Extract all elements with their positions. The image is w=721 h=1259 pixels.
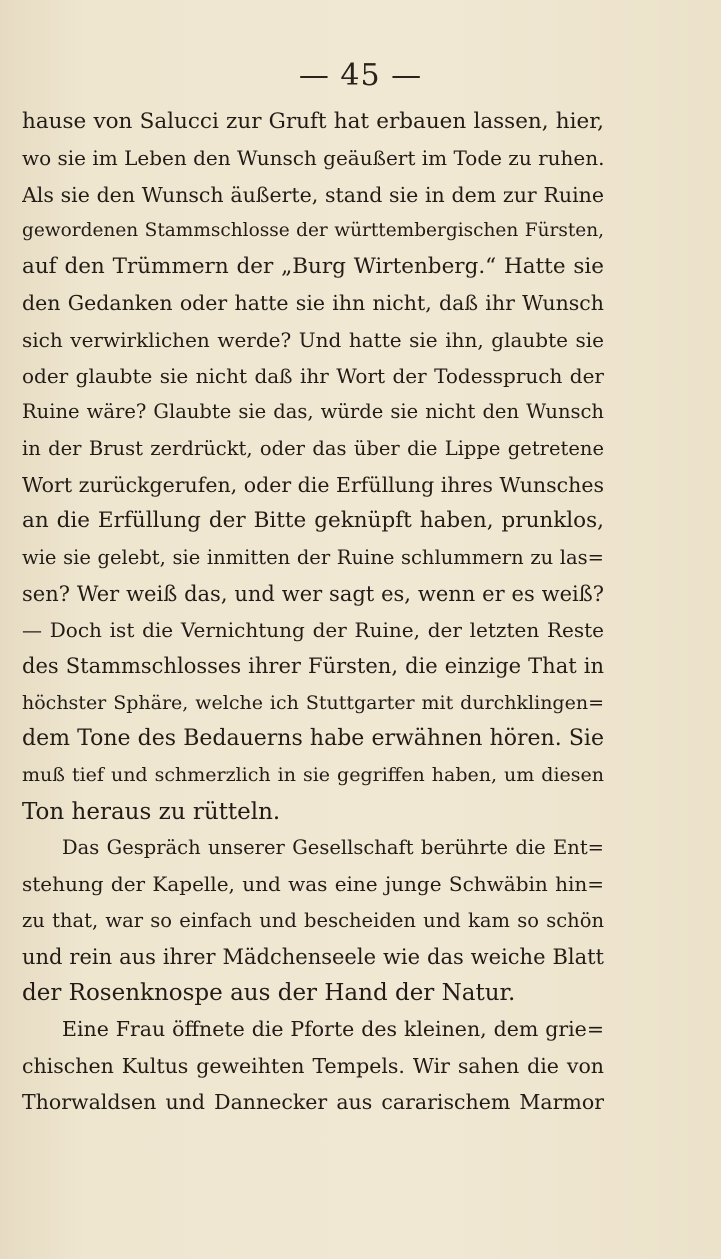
text-line: chischen Kultus geweihten Tempels. Wir sahen die von — [22, 1053, 604, 1078]
text-line: wie sie gelebt, sie inmitten der Ruine schlummern zu las= — [22, 545, 604, 569]
body-text — [22, 104, 604, 1120]
text-line: zu that, war so einfach und bescheiden und kam so schön — [22, 908, 604, 932]
text-line: Eine Frau öffnete die Pforte des kleinen, dem grie= — [62, 1017, 604, 1042]
text-line: dem Tone des Bedauerns habe erwähnen hören. Sie — [22, 726, 604, 752]
text-line: in der Brust zerdrückt, oder das über die Lippe getretene — [22, 436, 604, 460]
text-line: muß tief und schmerzlich in sie gegriffen haben, um diesen — [22, 764, 604, 787]
text-line: Ton heraus zu rütteln. — [22, 798, 281, 825]
text-line: den Gedanken oder hatte sie ihn nicht, daß ihr Wunsch — [22, 291, 604, 316]
text-line: sen? Wer weiß das, und wer sagt es, wenn er es weiß? — [22, 581, 604, 606]
page-number: — 45 — — [298, 58, 423, 93]
text-line: oder glaubte sie nicht daß ihr Wort der Todesspruch der — [22, 364, 604, 389]
text-line: Ruine wäre? Glaubte sie das, würde sie nicht den Wunsch — [22, 400, 604, 424]
text-line: des Stammschlosses ihrer Fürsten, die einzige That in — [22, 654, 604, 679]
text-line: gewordenen Stammschlosse der württembergischen Fürsten, — [22, 219, 604, 241]
text-line: und rein aus ihrer Mädchenseele wie das weiche Blatt — [22, 944, 604, 969]
text-line: stehung der Kapelle, und was eine junge Schwäbin hin= — [22, 872, 604, 897]
text-line: höchster Sphäre, welche ich Stuttgarter mit durchklingen= — [22, 691, 604, 714]
text-line: Wort zurückgerufen, oder die Erfüllung ihres Wunsches — [22, 472, 604, 497]
text-line: hause von Salucci zur Gruft hat erbauen lassen, hier, — [22, 109, 604, 134]
text-line: wo sie im Leben den Wunsch geäußert im Tode zu ruhen. — [22, 146, 604, 171]
text-line: — Doch ist die Vernichtung der Ruine, der letzten Reste — [22, 618, 604, 643]
text-line: sich verwirklichen werde? Und hatte sie ihn, glaubte sie — [22, 327, 604, 352]
text-line: auf den Trümmern der „Burg Wirtenberg.“ Hatte sie — [22, 254, 604, 280]
text-line: der Rosenknospe aus der Hand der Natur. — [22, 980, 516, 1007]
text-line: Das Gespräch unserer Gesellschaft berührte die Ent= — [62, 835, 604, 859]
text-line: an die Erfüllung der Bitte geknüpft haben, prunklos, — [22, 508, 604, 534]
text-line: Thorwaldsen und Dannecker aus cararischem Marmor — [22, 1090, 604, 1115]
text-line: Als sie den Wunsch äußerte, stand sie in dem zur Ruine — [22, 182, 604, 207]
